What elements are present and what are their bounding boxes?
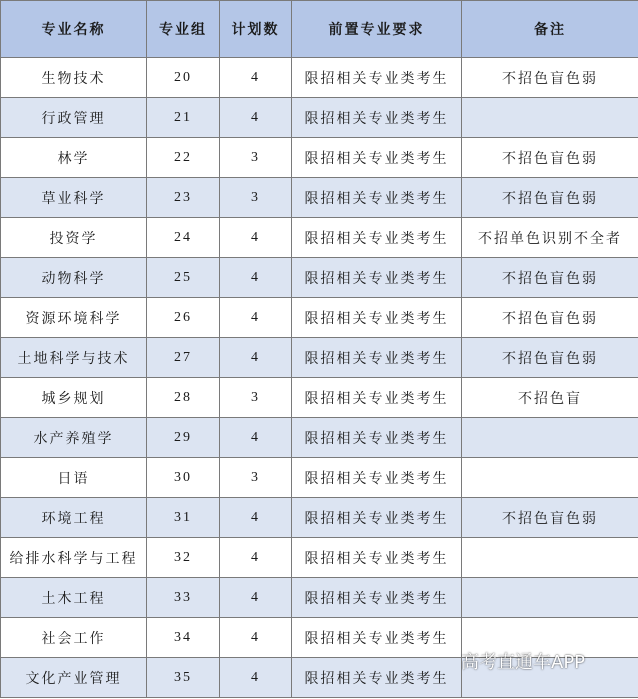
cell-plan-count: 4: [220, 658, 292, 698]
header-major-name: 专业名称: [1, 1, 147, 58]
cell-major-name: 日语: [1, 458, 147, 498]
cell-major-name: 给排水科学与工程: [1, 538, 147, 578]
cell-major-name: 水产养殖学: [1, 418, 147, 458]
cell-prerequisite: 限招相关专业类考生: [292, 98, 462, 138]
cell-group: 25: [147, 258, 220, 298]
cell-prerequisite: 限招相关专业类考生: [292, 578, 462, 618]
cell-group: 32: [147, 538, 220, 578]
cell-group: 28: [147, 378, 220, 418]
header-notes: 备注: [462, 1, 638, 58]
cell-prerequisite: 限招相关专业类考生: [292, 378, 462, 418]
cell-major-name: 生物技术: [1, 58, 147, 98]
table-header-row: [1, 1, 638, 58]
header-prerequisite: 前置专业要求: [292, 1, 462, 58]
cell-notes: 不招单色识别不全者: [462, 218, 638, 258]
cell-group: 20: [147, 58, 220, 98]
table-row: [1, 58, 638, 98]
cell-notes: 不招色盲色弱: [462, 338, 638, 378]
cell-major-name: 资源环境科学: [1, 298, 147, 338]
cell-plan-count: 4: [220, 338, 292, 378]
cell-major-name: 草业科学: [1, 178, 147, 218]
table-row: [1, 538, 638, 578]
table-row: [1, 218, 638, 258]
cell-plan-count: 4: [220, 298, 292, 338]
cell-major-name: 土木工程: [1, 578, 147, 618]
table-row: [1, 458, 638, 498]
cell-notes: [462, 578, 638, 618]
cell-group: 30: [147, 458, 220, 498]
header-group: 专业组: [147, 1, 220, 58]
cell-plan-count: 4: [220, 258, 292, 298]
cell-notes: [462, 458, 638, 498]
table-row: [1, 338, 638, 378]
cell-group: 35: [147, 658, 220, 698]
cell-prerequisite: 限招相关专业类考生: [292, 298, 462, 338]
table-row: [1, 298, 638, 338]
table-row: [1, 498, 638, 538]
cell-major-name: 林学: [1, 138, 147, 178]
table-row: [1, 578, 638, 618]
cell-prerequisite: 限招相关专业类考生: [292, 498, 462, 538]
cell-prerequisite: 限招相关专业类考生: [292, 618, 462, 658]
cell-plan-count: 4: [220, 618, 292, 658]
cell-group: 27: [147, 338, 220, 378]
cell-prerequisite: 限招相关专业类考生: [292, 218, 462, 258]
table-row: [1, 418, 638, 458]
cell-notes: [462, 418, 638, 458]
cell-plan-count: 4: [220, 538, 292, 578]
cell-notes: [462, 538, 638, 578]
cell-group: 21: [147, 98, 220, 138]
cell-notes: 不招色盲色弱: [462, 58, 638, 98]
table-row: [1, 138, 638, 178]
cell-major-name: 行政管理: [1, 98, 147, 138]
cell-group: 29: [147, 418, 220, 458]
cell-notes: 不招色盲色弱: [462, 498, 638, 538]
cell-plan-count: 4: [220, 218, 292, 258]
cell-major-name: 土地科学与技术: [1, 338, 147, 378]
cell-plan-count: 3: [220, 378, 292, 418]
table-row: [1, 98, 638, 138]
cell-group: 33: [147, 578, 220, 618]
cell-notes: 不招色盲色弱: [462, 298, 638, 338]
cell-plan-count: 3: [220, 178, 292, 218]
cell-major-name: 城乡规划: [1, 378, 147, 418]
cell-notes: 不招色盲色弱: [462, 258, 638, 298]
cell-plan-count: 3: [220, 138, 292, 178]
cell-prerequisite: 限招相关专业类考生: [292, 418, 462, 458]
cell-prerequisite: 限招相关专业类考生: [292, 58, 462, 98]
cell-prerequisite: 限招相关专业类考生: [292, 338, 462, 378]
cell-group: 34: [147, 618, 220, 658]
cell-plan-count: 4: [220, 578, 292, 618]
cell-notes: 不招色盲: [462, 378, 638, 418]
cell-prerequisite: 限招相关专业类考生: [292, 178, 462, 218]
cell-group: 23: [147, 178, 220, 218]
cell-plan-count: 3: [220, 458, 292, 498]
table-body: [1, 58, 638, 698]
table-row: [1, 178, 638, 218]
cell-prerequisite: 限招相关专业类考生: [292, 658, 462, 698]
cell-prerequisite: 限招相关专业类考生: [292, 138, 462, 178]
cell-prerequisite: 限招相关专业类考生: [292, 258, 462, 298]
cell-plan-count: 4: [220, 498, 292, 538]
cell-major-name: 社会工作: [1, 618, 147, 658]
cell-notes: [462, 98, 638, 138]
cell-group: 31: [147, 498, 220, 538]
cell-major-name: 文化产业管理: [1, 658, 147, 698]
cell-notes: 不招色盲色弱: [462, 178, 638, 218]
cell-group: 24: [147, 218, 220, 258]
cell-major-name: 动物科学: [1, 258, 147, 298]
cell-major-name: 投资学: [1, 218, 147, 258]
cell-notes: 不招色盲色弱: [462, 138, 638, 178]
cell-group: 26: [147, 298, 220, 338]
cell-plan-count: 4: [220, 98, 292, 138]
cell-group: 22: [147, 138, 220, 178]
cell-prerequisite: 限招相关专业类考生: [292, 538, 462, 578]
table-row: [1, 258, 638, 298]
cell-plan-count: 4: [220, 58, 292, 98]
header-plan-count: 计划数: [220, 1, 292, 58]
table-row: [1, 378, 638, 418]
cell-major-name: 环境工程: [1, 498, 147, 538]
cell-prerequisite: 限招相关专业类考生: [292, 458, 462, 498]
cell-plan-count: 4: [220, 418, 292, 458]
watermark: 高考直通车APP: [461, 652, 586, 673]
